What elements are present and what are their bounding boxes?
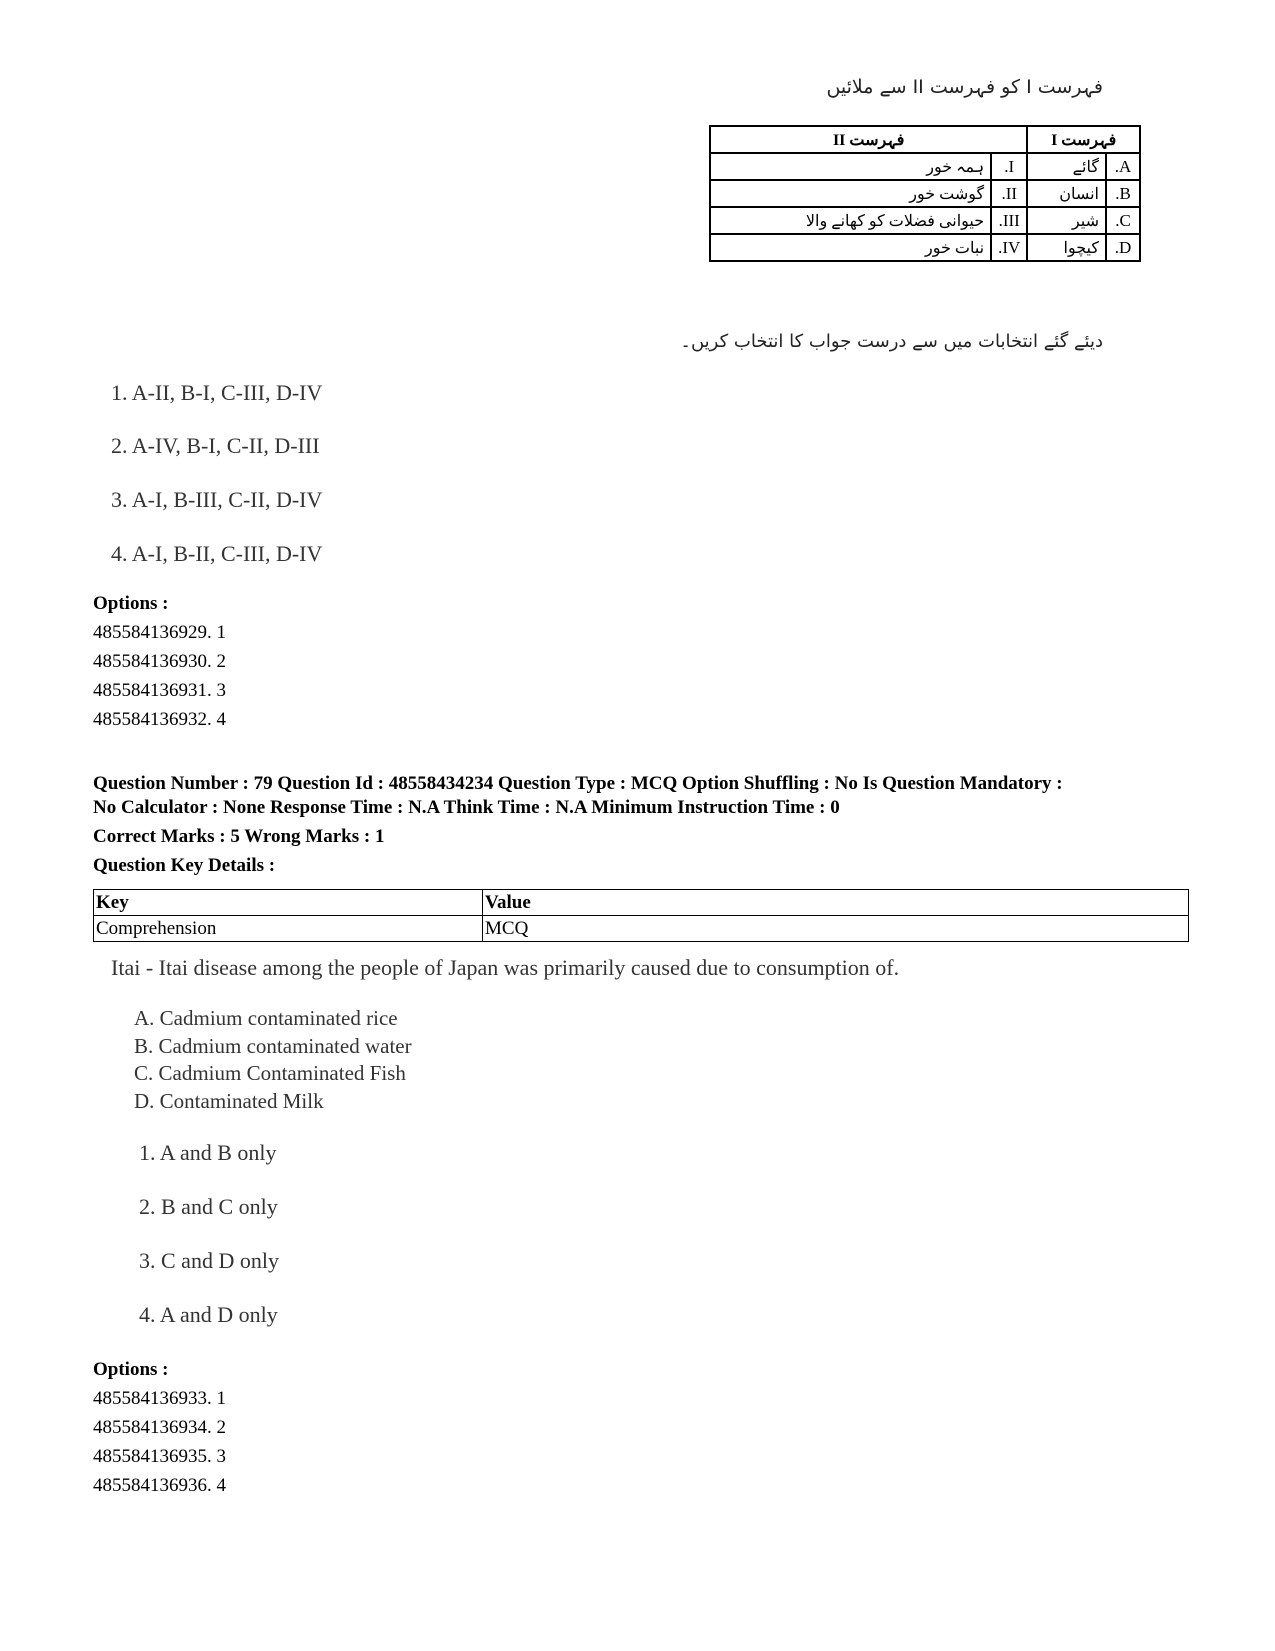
choice-item: 2. B and C only xyxy=(139,1194,278,1219)
statement-item: D. Contaminated Milk xyxy=(134,1089,324,1113)
list1-text: شیر xyxy=(1027,207,1106,234)
list1-text: کیچوا xyxy=(1027,234,1106,261)
statement-item: A. Cadmium contaminated rice xyxy=(134,1006,398,1030)
header-list-2: فہرست II xyxy=(710,126,1027,153)
statement-item: B. Cadmium contaminated water xyxy=(134,1034,412,1058)
table-row xyxy=(94,916,1189,942)
options-heading: Options : xyxy=(93,593,169,614)
key-details-heading: Question Key Details : xyxy=(93,855,276,876)
list2-label: III. xyxy=(991,207,1027,234)
option-id: 485584136934. 2 xyxy=(93,1417,226,1438)
choice-item: 1. A and B only xyxy=(139,1140,277,1165)
key-cell: Comprehension xyxy=(94,916,483,942)
choice-item: 2. A-IV, B-I, C-II, D-III xyxy=(111,433,320,458)
list1-label: B. xyxy=(1106,180,1140,207)
choice-item: 3. C and D only xyxy=(139,1248,279,1273)
table-row xyxy=(710,180,1140,207)
list2-text: گوشت خور xyxy=(710,180,991,207)
list1-text: انسان xyxy=(1027,180,1106,207)
option-id: 485584136936. 4 xyxy=(93,1475,226,1496)
choice-item: 3. A-I, B-III, C-II, D-IV xyxy=(111,487,323,512)
options-heading: Options : xyxy=(93,1359,169,1380)
option-id: 485584136932. 4 xyxy=(93,709,226,730)
urdu-question-title: فہرست I کو فہرست II سے ملائیں xyxy=(826,76,1103,98)
choice-item: 4. A and D only xyxy=(139,1302,278,1327)
key-header: Key xyxy=(94,890,483,916)
table-row xyxy=(710,234,1140,261)
list2-label: I. xyxy=(991,153,1027,180)
match-table-header xyxy=(710,126,1140,153)
key-table-header xyxy=(94,890,1189,916)
list2-label: II. xyxy=(991,180,1027,207)
header-list-1: فہرست I xyxy=(1027,126,1140,153)
question-meta-line-2: No Calculator : None Response Time : N.A Think Time : N.A Minimum Instruction Time : 0 xyxy=(93,797,840,818)
question-meta-line-1: Question Number : 79 Question Id : 48558434234 Question Type : MCQ Option Shuffling : No Is Question Mandatory : xyxy=(93,773,1063,794)
option-id: 485584136933. 1 xyxy=(93,1388,226,1409)
list2-text: حیوانی فضلات کو کھانے والا xyxy=(710,207,991,234)
list2-text: ہمہ خور xyxy=(710,153,991,180)
list1-label: C. xyxy=(1106,207,1140,234)
value-header: Value xyxy=(483,890,1189,916)
list2-label: IV. xyxy=(991,234,1027,261)
marks-line: Correct Marks : 5 Wrong Marks : 1 xyxy=(93,826,385,847)
urdu-instruction: دیئے گئے انتخابات میں سے درست جواب کا انتخاب کریں۔ xyxy=(680,331,1103,352)
match-table xyxy=(709,125,1141,262)
choice-item: 1. A-II, B-I, C-III, D-IV xyxy=(111,380,323,405)
list2-text: نبات خور xyxy=(710,234,991,261)
option-id: 485584136931. 3 xyxy=(93,680,226,701)
key-details-table xyxy=(93,889,1189,942)
option-id: 485584136935. 3 xyxy=(93,1446,226,1467)
list1-text: گائے xyxy=(1027,153,1106,180)
list1-label: A. xyxy=(1106,153,1140,180)
statement-item: C. Cadmium Contaminated Fish xyxy=(134,1061,406,1085)
question-text: Itai - Itai disease among the people of Japan was primarily caused due to consumption of. xyxy=(111,955,900,980)
value-cell: MCQ xyxy=(483,916,1189,942)
option-id: 485584136930. 2 xyxy=(93,651,226,672)
choice-item: 4. A-I, B-II, C-III, D-IV xyxy=(111,541,323,566)
list1-label: D. xyxy=(1106,234,1140,261)
table-row xyxy=(710,153,1140,180)
option-id: 485584136929. 1 xyxy=(93,622,226,643)
table-row xyxy=(710,207,1140,234)
